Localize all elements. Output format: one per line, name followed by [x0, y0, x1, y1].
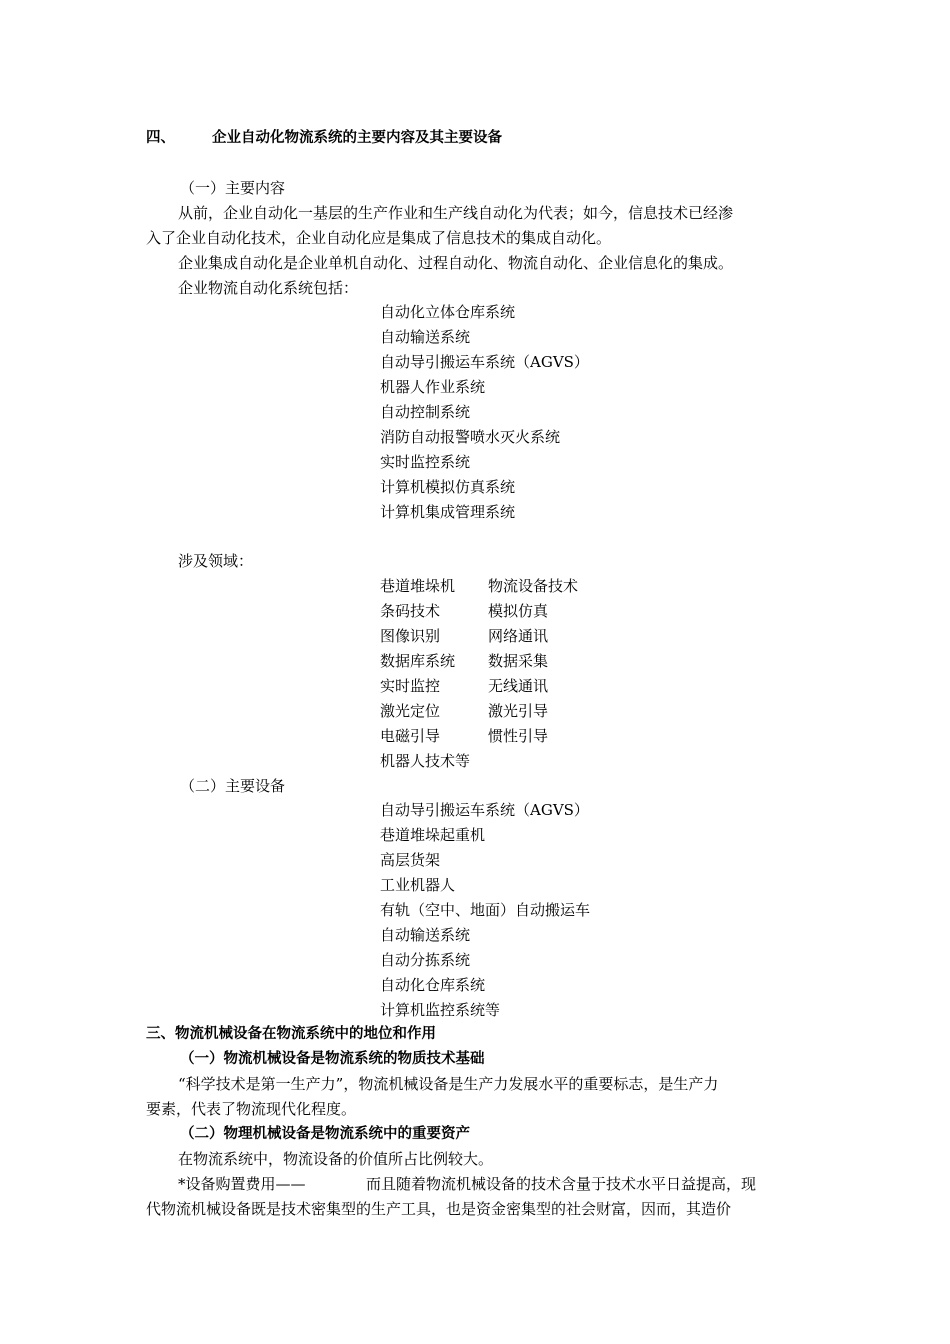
list-item: 巷道堆垛机 — [380, 577, 456, 595]
list-item: 激光引导 — [488, 702, 549, 720]
list-item: 高层货架 — [380, 851, 441, 869]
list-item: 模拟仿真 — [488, 602, 549, 620]
list-item: 自动控制系统 — [380, 403, 471, 421]
list-item: 自动输送系统 — [380, 328, 471, 346]
list-item: 有轨（空中、地面）自动搬运车 — [380, 901, 591, 919]
list-item: 激光定位 — [380, 702, 441, 720]
list-item: 图像识别 — [380, 627, 441, 645]
list-item: 物流设备技术 — [488, 577, 579, 595]
fields-label: 涉及领域： — [178, 552, 254, 570]
subheading-main-equipment: （二）主要设备 — [180, 777, 286, 795]
paragraph-line: 要素，代表了物流现代化程度。 — [146, 1100, 357, 1118]
paragraph-line: 从前，企业自动化一基层的生产作业和生产线自动化为代表；如今，信息技术已经渗 — [178, 204, 734, 222]
list-item: 实时监控系统 — [380, 453, 471, 471]
section4-number: 四、 — [146, 130, 175, 146]
paragraph-line: 企业集成自动化是企业单机自动化、过程自动化、物流自动化、企业信息化的集成。 — [178, 254, 734, 272]
list-item: 电磁引导 — [380, 727, 441, 745]
list-item: 计算机模拟仿真系统 — [380, 478, 516, 496]
list-item: 巷道堆垛起重机 — [380, 826, 486, 844]
list-item: 工业机器人 — [380, 876, 456, 894]
paragraph-line: “科学技术是第一生产力”，物流机械设备是生产力发展水平的重要标志，是生产力 — [178, 1075, 719, 1093]
list-item: 自动化仓库系统 — [380, 976, 486, 994]
paragraph-line-lead: *设备购置费用—— — [178, 1175, 306, 1193]
section4-title: 企业自动化物流系统的主要内容及其主要设备 — [212, 130, 502, 146]
list-item: 无线通讯 — [488, 677, 549, 695]
list-item: 条码技术 — [380, 602, 441, 620]
list-item: 网络通讯 — [488, 627, 549, 645]
paragraph-line: 而且随着物流机械设备的技术含量于技术水平日益提高，现 — [366, 1175, 757, 1193]
list-item: 计算机监控系统等 — [380, 1001, 501, 1019]
list-item: 实时监控 — [380, 677, 441, 695]
paragraph-line: 入了企业自动化技术，企业自动化应是集成了信息技术的集成自动化。 — [146, 229, 612, 247]
list-item: 自动导引搬运车系统（AGVS） — [380, 801, 589, 819]
list-item: 自动输送系统 — [380, 926, 471, 944]
list-item: 自动化立体仓库系统 — [380, 303, 516, 321]
list-item: 机器人作业系统 — [380, 378, 486, 396]
subheading-main-content: （一）主要内容 — [180, 179, 286, 197]
paragraph-line: 代物流机械设备既是技术密集型的生产工具，也是资金密集型的社会财富，因而，其造价 — [146, 1200, 732, 1218]
list-item: 消防自动报警喷水灭火系统 — [380, 428, 561, 446]
list-item: 数据库系统 — [380, 652, 456, 670]
list-item: 自动导引搬运车系统（AGVS） — [380, 353, 589, 371]
paragraph-line: 在物流系统中，物流设备的价值所占比例较大。 — [178, 1150, 494, 1168]
list-item: 机器人技术等 — [380, 752, 471, 770]
section3-heading-2: （二）物理机械设备是物流系统中的重要资产 — [180, 1126, 470, 1142]
section3-heading-1: （一）物流机械设备是物流系统的物质技术基础 — [180, 1051, 485, 1067]
section3-title: 三、物流机械设备在物流系统中的地位和作用 — [146, 1026, 436, 1042]
list-item: 自动分拣系统 — [380, 951, 471, 969]
list-item: 惯性引导 — [488, 727, 549, 745]
list-item: 计算机集成管理系统 — [380, 503, 516, 521]
paragraph-line: 企业物流自动化系统包括： — [178, 279, 359, 297]
list-item: 数据采集 — [488, 652, 549, 670]
